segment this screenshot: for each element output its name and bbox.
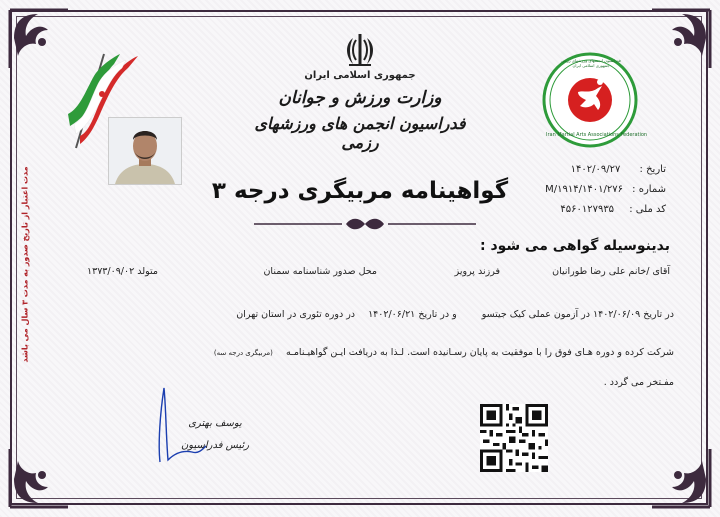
body-intro: بدینوسیله گواهی می شود :: [479, 238, 670, 254]
meta-date-row: [540, 164, 666, 175]
signer-role: رئیس فدراسیون: [180, 440, 250, 451]
meta-nid-row: [540, 204, 666, 215]
corner-ornament-top-right: [650, 8, 712, 70]
father-label: فرزند: [477, 266, 500, 277]
issue-place-label: محل صدور شناسنامه: [292, 266, 377, 277]
corner-ornament-bottom-left: [8, 447, 70, 509]
person-photo: [108, 117, 182, 185]
father-field: [410, 266, 500, 277]
issue-place-value: سمنان: [263, 266, 290, 277]
country-name: جمهوری اسلامی ایران: [304, 70, 416, 81]
exam-sport: کیک جیتسو: [481, 309, 526, 320]
meta-nid-label: کد ملی :: [629, 204, 666, 215]
exam-province: تهران: [236, 309, 259, 320]
federation-name: فدراسیون انجمن های ورزشهای رزمی: [254, 114, 466, 152]
ministry-name: وزارت ورزش و جوانان: [278, 88, 442, 108]
completion-line: [60, 347, 674, 358]
meta-number-label: شماره :: [632, 184, 666, 195]
meta-number-row: [540, 184, 666, 195]
father-value: پرویز: [454, 266, 475, 277]
exam-text-c: و در تاریخ: [418, 309, 457, 320]
certificate-title: گواهینامه مربیگری درجه ۳: [211, 178, 509, 204]
exam-text-d: در دوره تئوری در استان: [261, 309, 356, 320]
logo-text-top: فدراسیون انجمنهای ورزشهای رزمی جمهوری اسلامی ایران: [561, 58, 621, 68]
meta-number-value: ۱۴۰۱/۲۷۶/M/۱۹۱۴: [545, 184, 623, 195]
birth-value: ۱۳۷۳/۰۹/۰۲: [86, 266, 135, 277]
completion-text: شرکت کرده و دوره هـای فوق را با موفقیت به پایان رسـانیده است. لـذا به دریافت ایـن گواهیـنامـه: [285, 347, 674, 358]
exam-theory-date: ۱۴۰۲/۰۶/۲۱: [368, 309, 416, 320]
national-emblem-icon: [341, 30, 379, 68]
exam-text-b: در آزمون عملی: [528, 309, 590, 320]
corner-ornament-bottom-right: [650, 447, 712, 509]
issue-place-field: [232, 266, 377, 277]
title-divider-ornament: [250, 216, 480, 232]
signer-name: یوسف بهتری: [188, 418, 242, 429]
exam-practical-date: ۱۴۰۲/۰۶/۰۹: [592, 309, 641, 320]
exam-text-a: در تاریخ: [643, 309, 674, 320]
validity-side-note: مدت اعتبار از تاریخ صدور به مدت ۳ سال می باشد: [20, 166, 30, 363]
meta-date-label: تاریخ :: [639, 164, 666, 175]
name-value: علی رضا طورانیان: [552, 266, 626, 277]
birth-field: [58, 266, 158, 277]
exam-line: [60, 309, 674, 320]
meta-date-value: ۱۴۰۲/۰۹/۲۷: [570, 164, 621, 175]
name-field: [552, 266, 670, 277]
birth-label: متولد: [137, 266, 158, 277]
closing-line: مفـتخر می گردد .: [603, 377, 674, 388]
logo-text-bottom: Iran Martial Arts Associations Federation: [546, 132, 648, 138]
qr-code[interactable]: [480, 404, 548, 472]
name-label: آقای /خانم: [628, 266, 670, 277]
meta-nid-value: ۴۵۶۰۱۲۷۹۳۵: [560, 204, 615, 215]
completion-grade: (مربیگری درجه سه): [213, 349, 273, 357]
